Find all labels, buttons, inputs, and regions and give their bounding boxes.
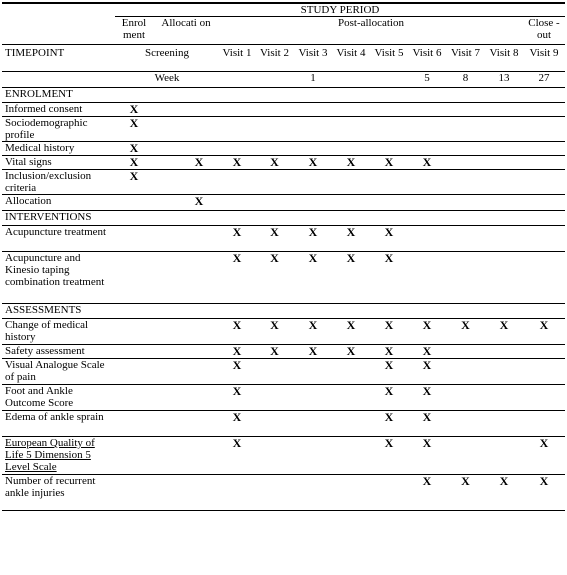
schedule-cell (115, 252, 153, 304)
schedule-cell (153, 411, 179, 437)
schedule-cell: X (446, 319, 485, 345)
schedule-cell (485, 103, 523, 117)
table-row (2, 195, 565, 211)
schedule-cell (153, 117, 179, 142)
schedule-cell: X (219, 345, 255, 359)
table-row (2, 411, 565, 437)
row-label-text: Number of recurrent ankle injuries (5, 475, 96, 499)
schedule-cell (332, 170, 370, 195)
schedule-cell (179, 345, 219, 359)
schedule-cell (179, 359, 219, 385)
row-label (2, 475, 115, 511)
schedule-cell: X (408, 475, 446, 511)
schedule-cell (255, 437, 294, 475)
schedule-cell: X (219, 156, 255, 170)
enrolment-header: Enrol ment (115, 17, 153, 45)
schedule-cell (179, 385, 219, 411)
schedule-cell: X (115, 156, 153, 170)
row-label (2, 359, 115, 385)
row-label-text: Edema of ankle sprain (5, 411, 104, 423)
schedule-cell: X (370, 411, 408, 437)
table-row (2, 142, 565, 156)
row-label (2, 226, 115, 252)
schedule-cell: X (219, 319, 255, 345)
schedule-cell (153, 345, 179, 359)
schedule-cell (115, 195, 153, 211)
week-value: 8 (446, 72, 485, 88)
schedule-cell (179, 170, 219, 195)
schedule-cell: X (332, 345, 370, 359)
schedule-cell (523, 170, 565, 195)
schedule-cell (294, 359, 332, 385)
schedule-cell (408, 252, 446, 304)
schedule-cell (523, 195, 565, 211)
section-header-row (2, 304, 565, 319)
row-label (2, 385, 115, 411)
schedule-cell (153, 437, 179, 475)
schedule-cell (115, 385, 153, 411)
schedule-cell (294, 385, 332, 411)
schedule-cell (408, 170, 446, 195)
schedule-cell: X (219, 226, 255, 252)
schedule-cell (255, 475, 294, 511)
row-label-text: Safety assessment (5, 345, 85, 357)
schedule-cell (446, 226, 485, 252)
schedule-cell: X (370, 345, 408, 359)
visit-header: Visit 5 (370, 45, 408, 72)
schedule-cell (255, 385, 294, 411)
schedule-cell (294, 142, 332, 156)
section-header-row (2, 211, 565, 226)
schedule-cell (294, 411, 332, 437)
schedule-cell (332, 117, 370, 142)
timepoint-label: TIMEPOINT (2, 45, 115, 72)
schedule-cell (408, 195, 446, 211)
schedule-cell (523, 117, 565, 142)
schedule-cell: X (179, 195, 219, 211)
schedule-cell (370, 475, 408, 511)
schedule-cell (446, 117, 485, 142)
week-value: 27 (523, 72, 565, 88)
schedule-cell (370, 117, 408, 142)
schedule-cell (485, 226, 523, 252)
row-label-text: European Quality of Life 5 Dimension 5 Level Scale (5, 437, 95, 473)
schedule-cell (523, 385, 565, 411)
schedule-cell (179, 437, 219, 475)
schedule-cell (255, 117, 294, 142)
week-value: 5 (408, 72, 446, 88)
section-title: INTERVENTIONS (2, 211, 565, 226)
schedule-cell (408, 142, 446, 156)
row-label (2, 319, 115, 345)
section-header-row (2, 88, 565, 103)
table-row (2, 252, 565, 304)
schedule-cell: X (255, 345, 294, 359)
schedule-cell: X (408, 319, 446, 345)
schedule-cell (408, 117, 446, 142)
week-value (255, 72, 294, 88)
row-label (2, 345, 115, 359)
schedule-cell: X (332, 226, 370, 252)
schedule-cell (523, 103, 565, 117)
row-label-text: Change of medical history (5, 319, 89, 343)
row-label (2, 142, 115, 156)
schedule-cell: X (408, 385, 446, 411)
row-label-text: Inclusion/exclusion criteria (5, 170, 92, 194)
visit-header: Visit 8 (485, 45, 523, 72)
schedule-body (2, 88, 565, 511)
row-label-text: Allocation (5, 195, 52, 207)
visit-header: Visit 6 (408, 45, 446, 72)
schedule-cell (294, 437, 332, 475)
schedule-cell: X (294, 345, 332, 359)
schedule-cell (255, 142, 294, 156)
week-value (332, 72, 370, 88)
schedule-cell (332, 411, 370, 437)
schedule-cell: X (219, 437, 255, 475)
schedule-cell (408, 226, 446, 252)
schedule-cell (294, 170, 332, 195)
schedule-cell: X (179, 156, 219, 170)
row-label (2, 252, 115, 304)
row-label-text: Sociodemographic profile (5, 117, 88, 141)
schedule-cell (523, 252, 565, 304)
schedule-cell: X (370, 385, 408, 411)
schedule-cell (446, 142, 485, 156)
schedule-cell (153, 226, 179, 252)
schedule-cell (370, 195, 408, 211)
schedule-cell: X (115, 142, 153, 156)
schedule-cell (485, 345, 523, 359)
schedule-cell (179, 475, 219, 511)
schedule-cell (294, 103, 332, 117)
allocation-header: Allocati on (153, 17, 219, 45)
schedule-cell: X (370, 226, 408, 252)
screening-header: Screening (115, 45, 219, 72)
schedule-cell: X (219, 411, 255, 437)
post-allocation-header: Post-allocation (219, 17, 523, 45)
schedule-cell (153, 103, 179, 117)
row-label-text: Acupuncture and Kinesio taping combination treatment (5, 252, 105, 288)
schedule-cell (115, 359, 153, 385)
schedule-cell: X (370, 437, 408, 475)
row-label (2, 170, 115, 195)
schedule-cell: X (485, 475, 523, 511)
schedule-cell (370, 170, 408, 195)
row-label-text: Vital signs (5, 156, 52, 168)
week-value: 1 (294, 72, 332, 88)
schedule-cell (446, 437, 485, 475)
row-label-text: Visual Analogue Scale of pain (5, 359, 105, 383)
schedule-cell: X (370, 359, 408, 385)
study-period-header: STUDY PERIOD (115, 3, 565, 17)
schedule-cell: X (115, 170, 153, 195)
schedule-cell: X (255, 252, 294, 304)
schedule-cell (219, 117, 255, 142)
header-blank (2, 72, 115, 88)
schedule-cell (153, 385, 179, 411)
schedule-cell (523, 142, 565, 156)
schedule-cell: X (332, 252, 370, 304)
schedule-cell (255, 411, 294, 437)
schedule-cell: X (446, 475, 485, 511)
week-value (370, 72, 408, 88)
schedule-cell: X (370, 252, 408, 304)
schedule-cell: X (332, 319, 370, 345)
row-label (2, 195, 115, 211)
section-title: ENROLMENT (2, 88, 565, 103)
schedule-cell (485, 359, 523, 385)
schedule-cell: X (294, 226, 332, 252)
schedule-cell (446, 195, 485, 211)
schedule-cell (294, 195, 332, 211)
row-label-text: Medical history (5, 142, 75, 154)
schedule-cell (446, 385, 485, 411)
schedule-cell (485, 437, 523, 475)
schedule-cell (446, 411, 485, 437)
schedule-cell (153, 475, 179, 511)
schedule-cell (446, 103, 485, 117)
schedule-cell (153, 195, 179, 211)
row-label (2, 437, 115, 475)
schedule-cell (485, 411, 523, 437)
schedule-cell: X (408, 411, 446, 437)
schedule-cell (219, 170, 255, 195)
schedule-cell (179, 103, 219, 117)
schedule-cell (294, 475, 332, 511)
schedule-cell: X (219, 385, 255, 411)
visit-header: Visit 7 (446, 45, 485, 72)
schedule-cell: X (523, 319, 565, 345)
schedule-cell (153, 252, 179, 304)
schedule-cell (332, 385, 370, 411)
row-label-text: Acupuncture treatment (5, 226, 107, 238)
schedule-cell: X (115, 117, 153, 142)
schedule-cell: X (408, 437, 446, 475)
schedule-cell: X (255, 226, 294, 252)
schedule-cell: X (332, 156, 370, 170)
schedule-cell (485, 195, 523, 211)
table-row (2, 345, 565, 359)
schedule-cell: X (485, 319, 523, 345)
table-row (2, 437, 565, 475)
table-row (2, 103, 565, 117)
schedule-cell: X (408, 345, 446, 359)
schedule-cell (219, 475, 255, 511)
visit-header: Visit 2 (255, 45, 294, 72)
close-out-header: Close -out (523, 17, 565, 45)
schedule-cell: X (523, 475, 565, 511)
schedule-cell (523, 345, 565, 359)
table-row (2, 319, 565, 345)
row-label (2, 117, 115, 142)
visit-header: Visit 3 (294, 45, 332, 72)
visit-header: Visit 9 (523, 45, 565, 72)
schedule-cell (332, 437, 370, 475)
table-row (2, 226, 565, 252)
schedule-cell: X (370, 319, 408, 345)
schedule-cell: X (370, 156, 408, 170)
schedule-cell: X (294, 319, 332, 345)
schedule-cell (485, 156, 523, 170)
week-label: Week (115, 72, 219, 88)
spirit-schedule-table (2, 2, 565, 511)
schedule-cell (294, 117, 332, 142)
schedule-cell: X (255, 319, 294, 345)
schedule-cell: X (294, 252, 332, 304)
schedule-cell (332, 475, 370, 511)
schedule-cell: X (523, 437, 565, 475)
schedule-cell (485, 170, 523, 195)
week-value: 13 (485, 72, 523, 88)
schedule-cell (332, 142, 370, 156)
schedule-cell (370, 103, 408, 117)
schedule-cell (255, 103, 294, 117)
schedule-cell: X (408, 359, 446, 385)
table-row (2, 170, 565, 195)
schedule-cell (115, 475, 153, 511)
row-label-text: Informed consent (5, 103, 83, 115)
table-row (2, 359, 565, 385)
schedule-cell (179, 411, 219, 437)
schedule-cell (219, 103, 255, 117)
schedule-cell (485, 117, 523, 142)
schedule-cell (255, 195, 294, 211)
schedule-cell (219, 142, 255, 156)
schedule-cell (153, 156, 179, 170)
visit-header: Visit 1 (219, 45, 255, 72)
section-title: ASSESSMENTS (2, 304, 565, 319)
schedule-cell (179, 117, 219, 142)
schedule-table-container (2, 2, 565, 511)
schedule-cell (179, 319, 219, 345)
schedule-cell (523, 359, 565, 385)
schedule-cell (446, 359, 485, 385)
schedule-cell (153, 142, 179, 156)
header-blank (2, 17, 115, 45)
schedule-cell (485, 252, 523, 304)
schedule-cell (485, 142, 523, 156)
schedule-cell (446, 345, 485, 359)
schedule-cell (115, 437, 153, 475)
week-value (219, 72, 255, 88)
schedule-cell (370, 142, 408, 156)
row-label (2, 156, 115, 170)
table-row (2, 156, 565, 170)
schedule-cell: X (255, 156, 294, 170)
schedule-cell (485, 385, 523, 411)
schedule-cell (332, 195, 370, 211)
schedule-cell (408, 103, 446, 117)
schedule-cell (153, 170, 179, 195)
schedule-cell: X (219, 359, 255, 385)
schedule-cell (523, 411, 565, 437)
schedule-cell (153, 319, 179, 345)
table-row (2, 385, 565, 411)
schedule-cell (446, 252, 485, 304)
schedule-cell (332, 103, 370, 117)
schedule-cell (179, 252, 219, 304)
schedule-cell (523, 156, 565, 170)
schedule-cell (115, 226, 153, 252)
schedule-cell (115, 319, 153, 345)
row-label-text: Foot and Ankle Outcome Score (5, 385, 74, 409)
schedule-cell (179, 226, 219, 252)
table-row (2, 117, 565, 142)
schedule-cell (523, 226, 565, 252)
schedule-cell (179, 142, 219, 156)
schedule-cell (332, 359, 370, 385)
schedule-cell (446, 156, 485, 170)
header-blank (2, 3, 115, 17)
schedule-cell (153, 359, 179, 385)
visit-header: Visit 4 (332, 45, 370, 72)
schedule-cell: X (115, 103, 153, 117)
schedule-cell (115, 345, 153, 359)
row-label (2, 103, 115, 117)
schedule-cell: X (294, 156, 332, 170)
schedule-cell (255, 359, 294, 385)
schedule-cell (219, 195, 255, 211)
table-row (2, 475, 565, 511)
schedule-cell (446, 170, 485, 195)
schedule-cell (255, 170, 294, 195)
schedule-cell: X (219, 252, 255, 304)
schedule-cell (115, 411, 153, 437)
schedule-cell: X (408, 156, 446, 170)
row-label (2, 411, 115, 437)
